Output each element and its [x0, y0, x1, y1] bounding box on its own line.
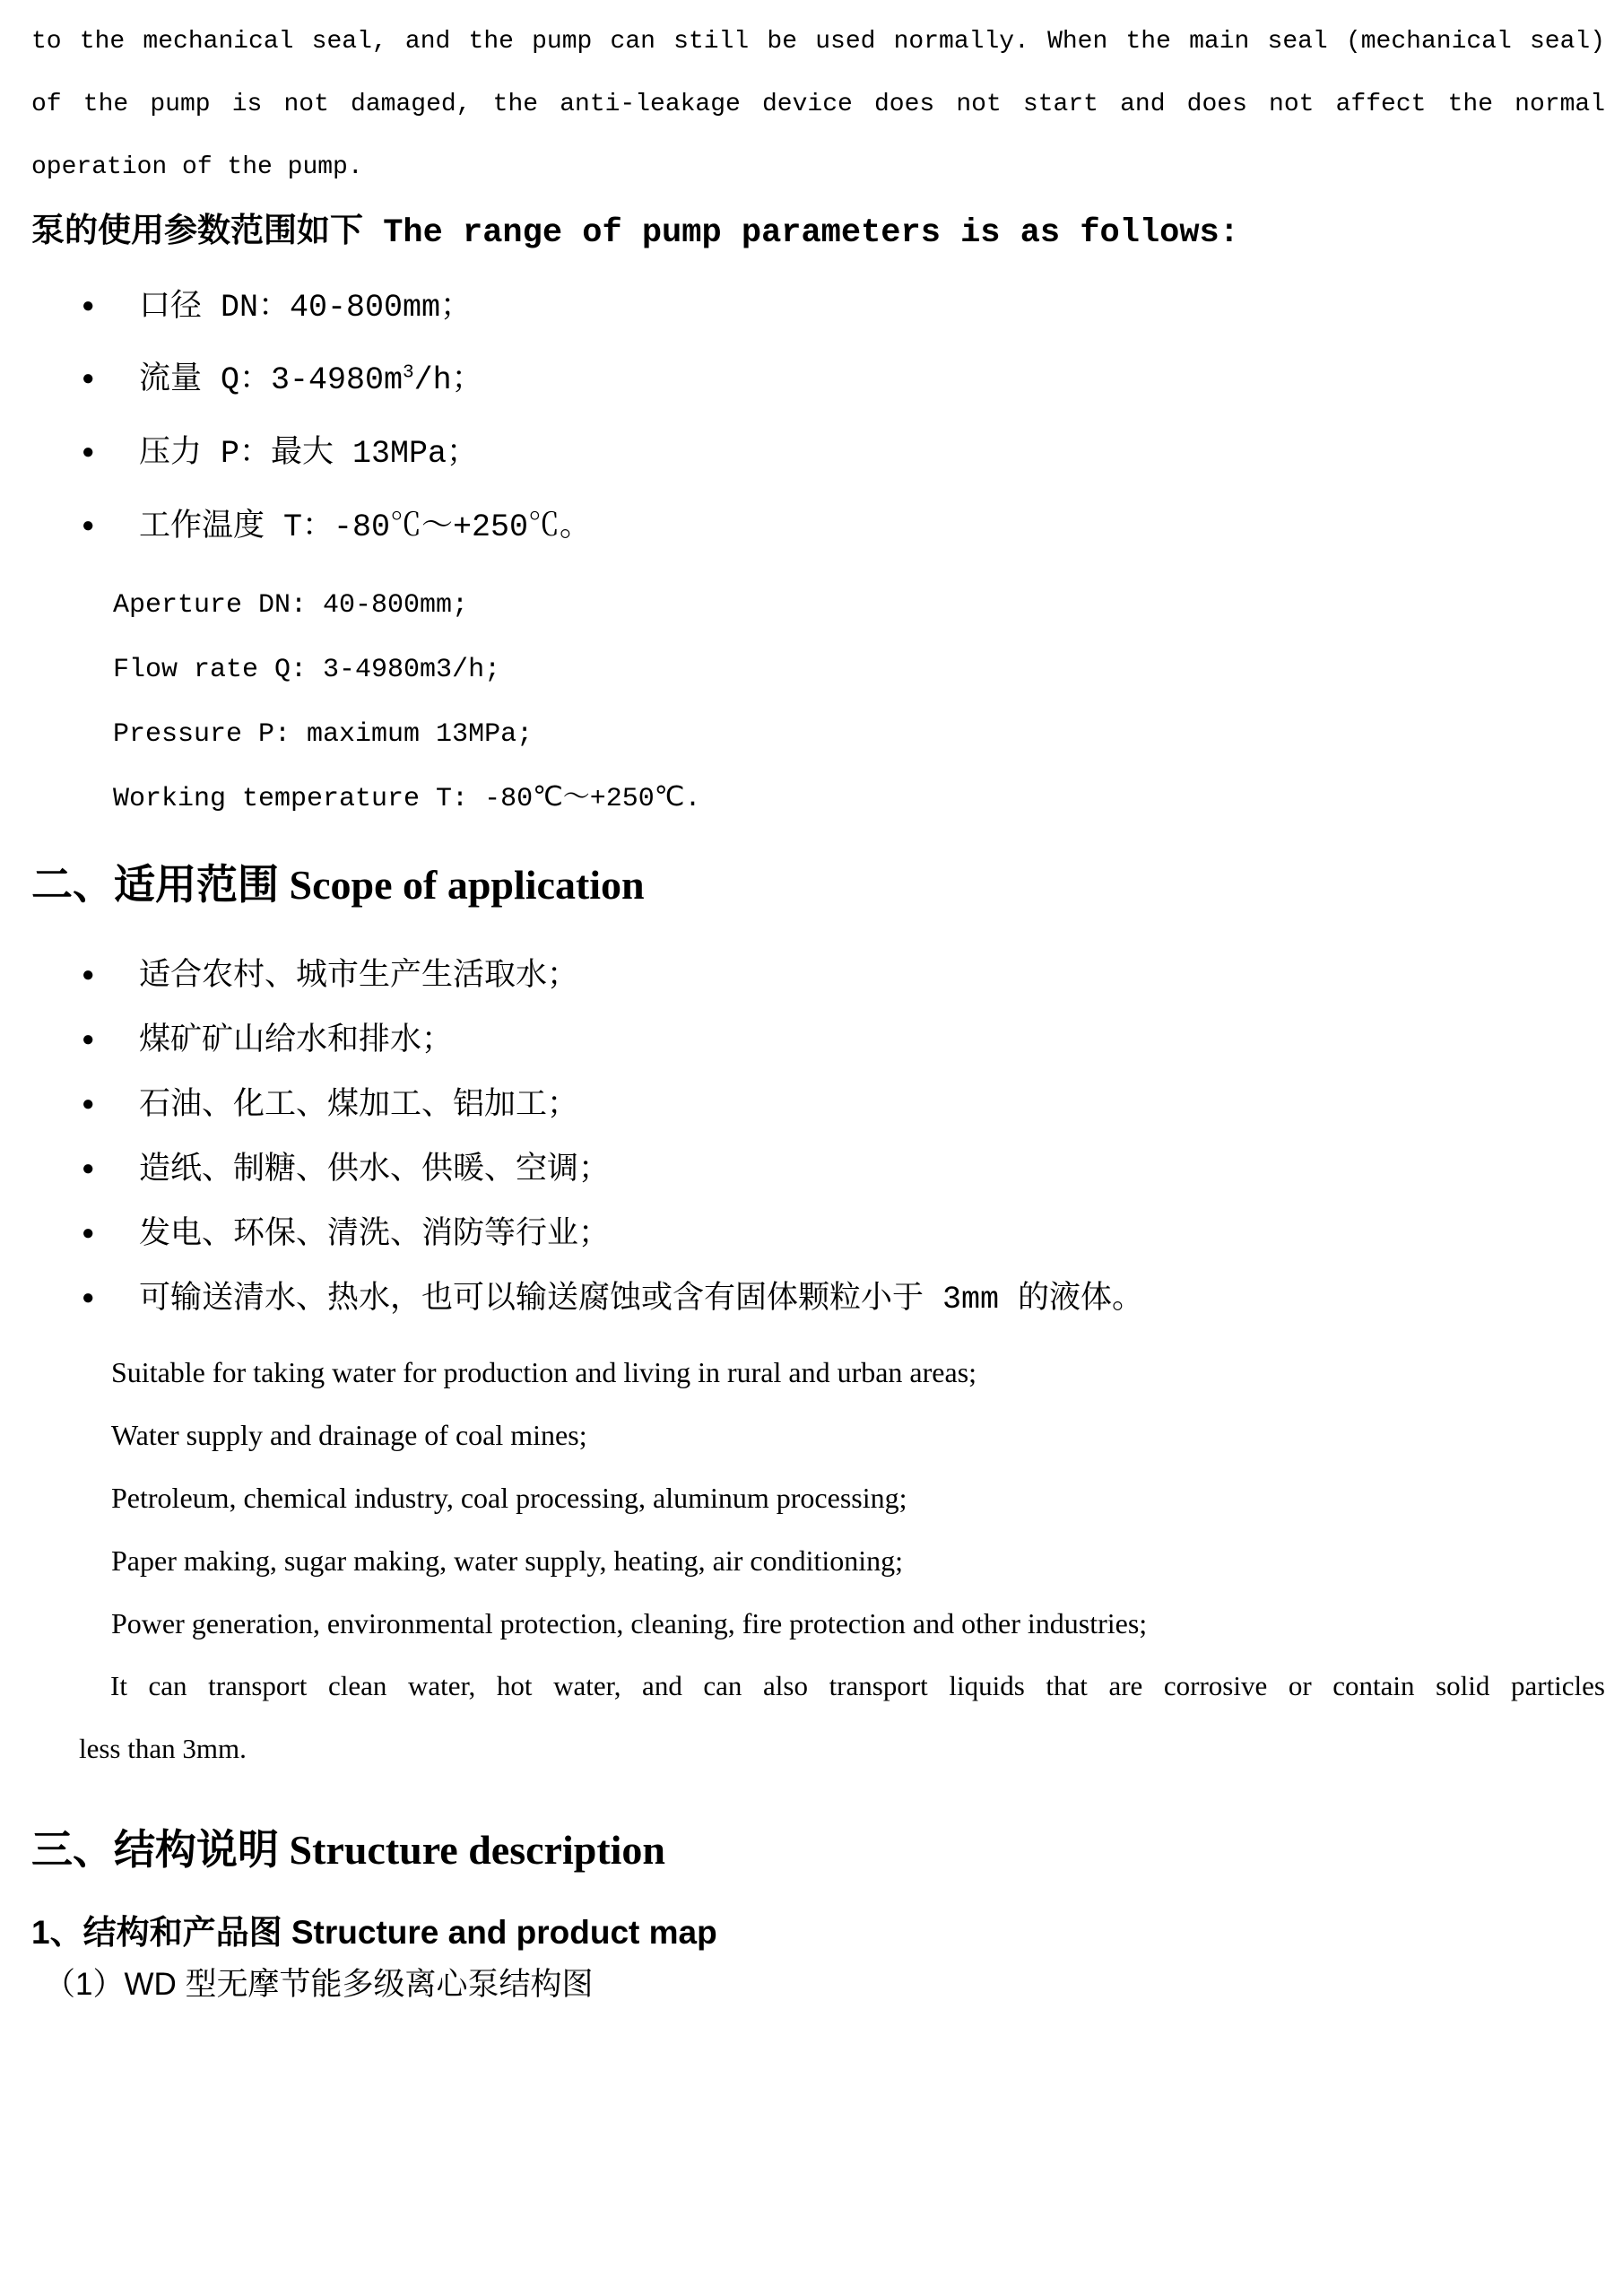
intro-paragraph	[31, 11, 1605, 199]
section-heading-scope: 二、适用范围 Scope of application	[31, 861, 645, 908]
bullet-item-flow	[31, 341, 1605, 414]
bullet-icon: ●	[82, 963, 95, 988]
bullet-text: 流量 Q：$3-4980m^3/h$；	[139, 362, 483, 399]
bullet-text: 可输送清水、热水，也可以输送腐蚀或含有固体颗粒小于 3mm 的液体。	[139, 1281, 1144, 1318]
scope-english-line: Suitable for taking water for production and living in rural and urban areas;	[111, 1355, 977, 1388]
param-line-aperture: Aperture DN: 40-800mm;	[113, 589, 469, 621]
bullet-icon: ●	[82, 1092, 95, 1118]
bullet-text: 口径 DN：40-800mm；	[139, 289, 473, 326]
scope-english-line: Water supply and drainage of coal mines;	[111, 1418, 587, 1451]
param-line-temperature: Working temperature T: -80℃～+250℃.	[113, 783, 701, 814]
scope-english-line: Paper making, sugar making, water supply, heating, air conditioning;	[111, 1544, 904, 1577]
param-line-flow: Flow rate Q: 3-4980m3/h;	[113, 654, 501, 685]
bullet-icon: ●	[82, 514, 95, 539]
params-english-list	[31, 573, 1605, 831]
intro-line-2: of the pump is not damaged, the anti-leakage device does not start and does not affect the normal	[31, 91, 1605, 118]
bullet-item	[31, 1203, 1605, 1267]
bullet-icon: ●	[82, 1286, 95, 1311]
transport-line-1: It can transport clean water, hot water, and can also transport liquids that are corrosive or contain solid particles	[110, 1669, 1605, 1701]
bullet-icon: ●	[82, 1222, 95, 1247]
section-heading-structure: 三、结构说明 Structure description	[31, 1826, 666, 1873]
bullet-text: 造纸、制糖、供水、供暖、空调；	[139, 1152, 611, 1188]
params-bullet-list	[31, 267, 1605, 561]
scope-english-list	[31, 1341, 1605, 1655]
transport-line-2: less than 3mm.	[79, 1732, 247, 1764]
bullet-icon: ●	[82, 1157, 95, 1182]
bullet-item	[31, 1267, 1605, 1332]
bullet-item	[31, 1074, 1605, 1138]
scope-english-line: Power generation, environmental protection, cleaning, fire protection and other industries;	[111, 1606, 1148, 1639]
bullet-item-aperture	[31, 267, 1605, 341]
intro-line-3: operation of the pump.	[31, 153, 363, 181]
bullet-icon: ●	[82, 294, 95, 319]
transport-paragraph	[31, 1655, 1605, 1780]
bullet-item	[31, 944, 1605, 1009]
bullet-icon: ●	[82, 440, 95, 465]
figure-caption: （1）WD 型无摩节能多级离心泵结构图	[44, 1966, 594, 2002]
bullet-icon: ●	[82, 1028, 95, 1053]
bullet-icon: ●	[82, 368, 95, 393]
scope-bullet-list	[31, 944, 1605, 1332]
bullet-text: 煤矿矿山给水和排水；	[139, 1022, 454, 1059]
param-line-pressure: Pressure P: maximum 13MPa;	[113, 718, 534, 750]
params-heading: 泵的使用参数范围如下 The range of pump parameters is as follows:	[31, 214, 1239, 252]
bullet-item-pressure	[31, 413, 1605, 487]
bullet-item	[31, 1009, 1605, 1074]
bullet-text: 工作温度 T：-80℃～+250℃。	[139, 509, 592, 545]
intro-line-1: to the mechanical seal, and the pump can still be used normally. When the main seal (mechanical seal)	[31, 28, 1605, 56]
bullet-item	[31, 1138, 1605, 1203]
structure-subheading: 1、结构和产品图 Structure and product map	[31, 1913, 717, 1951]
bullet-text: 适合农村、城市生产生活取水；	[139, 958, 579, 995]
scope-english-line: Petroleum, chemical industry, coal processing, aluminum processing;	[111, 1481, 907, 1514]
bullet-text: 发电、环保、清洗、消防等行业；	[139, 1216, 611, 1253]
bullet-text: 压力 P：最大 13MPa；	[139, 435, 479, 472]
bullet-item-temperature	[31, 487, 1605, 561]
bullet-text: 石油、化工、煤加工、铝加工；	[139, 1087, 579, 1124]
